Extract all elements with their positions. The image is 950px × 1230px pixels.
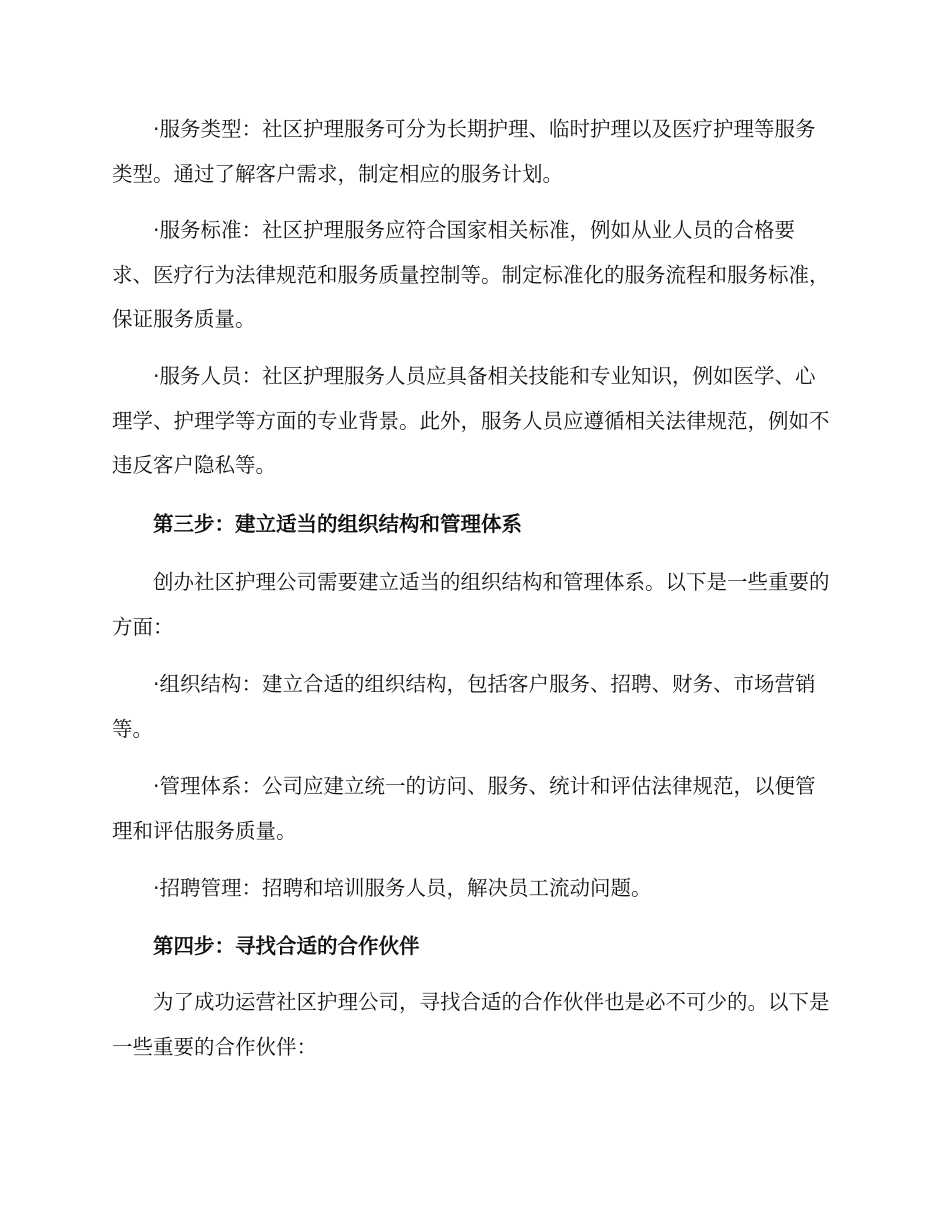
section-heading-step-four: 第四步：寻找合适的合作伙伴 [153, 934, 420, 958]
paragraph-recruitment: ·招聘管理：招聘和培训服务人员，解决员工流动问题。 [153, 876, 652, 900]
paragraph-service-types: ·服务类型：社区护理服务可分为长期护理、临时护理以及医疗护理等服务类型。通过了解客户需求，制定相应的服务计划。 [112, 117, 816, 186]
paragraph-management-system: ·管理体系：公司应建立统一的访问、服务、统计和评估法律规范，以便管理和评估服务质量。 [112, 774, 816, 843]
paragraph-partners-intro: 为了成功运营社区护理公司，寻找合适的合作伙伴也是必不可少的。以下是一些重要的合作伙伴： [112, 990, 830, 1059]
paragraph-service-standards: ·服务标准：社区护理服务应符合国家相关标准，例如从业人员的合格要求、医疗行为法律规范和服务质量控制等。制定标准化的服务流程和服务标准，保证服务质量。 [112, 218, 830, 331]
paragraph-org-structure: ·组织结构：建立合适的组织结构，包括客户服务、招聘、财务、市场营销等。 [112, 672, 816, 741]
paragraph-org-intro: 创办社区护理公司需要建立适当的组织结构和管理体系。以下是一些重要的方面： [112, 570, 830, 639]
paragraph-service-staff: ·服务人员：社区护理服务人员应具备相关技能和专业知识，例如医学、心理学、护理学等方面的专业背景。此外，服务人员应遵循相关法律规范，例如不违反客户隐私等。 [112, 364, 830, 477]
section-heading-step-three: 第三步：建立适当的组织结构和管理体系 [153, 512, 522, 536]
